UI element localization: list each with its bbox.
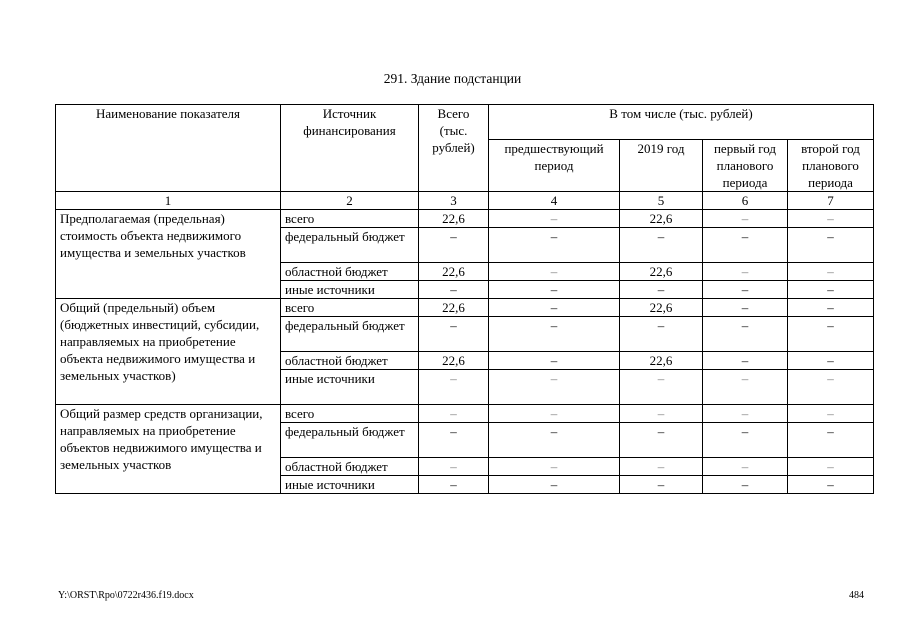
column-number: 2 <box>281 192 419 210</box>
document-title: 291. Здание подстанции <box>383 71 522 86</box>
indicator-name: Общий размер средств организации, направляемых на приобретение объектов недвижимого имущества и земельных участков <box>56 405 281 494</box>
value-cell: – <box>788 228 874 263</box>
value-cell: – <box>419 423 489 458</box>
value-cell: – <box>788 263 874 281</box>
value-cell: – <box>419 458 489 476</box>
value-cell: – <box>489 299 620 317</box>
value-cell: – <box>788 476 874 494</box>
value-cell: – <box>620 317 703 352</box>
value-cell: – <box>703 370 788 405</box>
value-cell: – <box>419 317 489 352</box>
value-cell: – <box>489 423 620 458</box>
column-number: 7 <box>788 192 874 210</box>
financing-source: иные источники <box>281 476 419 494</box>
value-cell: – <box>489 352 620 370</box>
header-row-1 <box>56 105 874 140</box>
financing-source: иные источники <box>281 370 419 405</box>
value-cell: – <box>620 458 703 476</box>
value-cell: – <box>419 405 489 423</box>
value-cell: – <box>703 299 788 317</box>
column-numbers-row <box>56 192 874 210</box>
financing-source: федеральный бюджет <box>281 423 419 458</box>
value-cell: – <box>489 317 620 352</box>
financing-source: федеральный бюджет <box>281 317 419 352</box>
value-cell: – <box>489 228 620 263</box>
value-cell: – <box>788 370 874 405</box>
header-indicator: Наименование показателя <box>56 105 281 192</box>
value-cell: 22,6 <box>419 352 489 370</box>
value-cell: – <box>703 405 788 423</box>
header-first-plan-year: первый год планового периода <box>703 140 788 192</box>
value-cell: – <box>788 405 874 423</box>
value-cell: – <box>703 423 788 458</box>
value-cell: – <box>419 476 489 494</box>
value-cell: 22,6 <box>620 352 703 370</box>
financing-source: областной бюджет <box>281 352 419 370</box>
header-2019: 2019 год <box>620 140 703 192</box>
value-cell: – <box>788 458 874 476</box>
page-number: 484 <box>849 590 864 601</box>
file-path: Y:\ORST\Rpo\0722r436.f19.docx <box>58 590 194 601</box>
header-including: В том числе (тыс. рублей) <box>489 105 874 140</box>
column-number: 1 <box>56 192 281 210</box>
value-cell: – <box>419 281 489 299</box>
value-cell: – <box>788 423 874 458</box>
column-number: 6 <box>703 192 788 210</box>
indicator-name: Общий (предельный) объем (бюджетных инвестиций, субсидии, направляемых на приобретение объекта недвижимого имущества и земельных участков) <box>56 299 281 405</box>
financing-source: всего <box>281 210 419 228</box>
value-cell: – <box>419 228 489 263</box>
value-cell: – <box>703 228 788 263</box>
value-cell: – <box>703 476 788 494</box>
value-cell: 22,6 <box>419 210 489 228</box>
financing-source: всего <box>281 405 419 423</box>
value-cell: – <box>788 210 874 228</box>
value-cell: – <box>703 317 788 352</box>
financing-source: областной бюджет <box>281 263 419 281</box>
column-number: 5 <box>620 192 703 210</box>
table-row <box>56 299 874 317</box>
value-cell: – <box>489 370 620 405</box>
value-cell: – <box>489 476 620 494</box>
value-cell: – <box>489 281 620 299</box>
value-cell: – <box>489 263 620 281</box>
value-cell: – <box>620 370 703 405</box>
value-cell: – <box>788 352 874 370</box>
value-cell: – <box>703 281 788 299</box>
header-previous-period: предшествующий период <box>489 140 620 192</box>
value-cell: 22,6 <box>620 210 703 228</box>
value-cell: 22,6 <box>419 263 489 281</box>
value-cell: – <box>620 423 703 458</box>
value-cell: – <box>703 352 788 370</box>
value-cell: – <box>620 405 703 423</box>
financing-table <box>55 104 874 494</box>
value-cell: – <box>489 405 620 423</box>
value-cell: – <box>703 263 788 281</box>
value-cell: – <box>489 458 620 476</box>
column-number: 3 <box>419 192 489 210</box>
header-total: Всего (тыс. рублей) <box>419 105 489 192</box>
value-cell: – <box>489 210 620 228</box>
value-cell: – <box>419 370 489 405</box>
value-cell: – <box>620 228 703 263</box>
indicator-name: Предполагаемая (предельная) стоимость объекта недвижимого имущества и земельных участков <box>56 210 281 299</box>
table-row <box>56 210 874 228</box>
value-cell: 22,6 <box>620 299 703 317</box>
value-cell: 22,6 <box>419 299 489 317</box>
financing-source: федеральный бюджет <box>281 228 419 263</box>
value-cell: 22,6 <box>620 263 703 281</box>
value-cell: – <box>703 210 788 228</box>
header-source: Источник финансирования <box>281 105 419 192</box>
financing-source: иные источники <box>281 281 419 299</box>
value-cell: – <box>788 281 874 299</box>
financing-source: областной бюджет <box>281 458 419 476</box>
value-cell: – <box>620 281 703 299</box>
value-cell: – <box>703 458 788 476</box>
value-cell: – <box>620 476 703 494</box>
column-number: 4 <box>489 192 620 210</box>
value-cell: – <box>788 299 874 317</box>
financing-source: всего <box>281 299 419 317</box>
value-cell: – <box>788 317 874 352</box>
table-row <box>56 405 874 423</box>
header-second-plan-year: второй год планового периода <box>788 140 874 192</box>
